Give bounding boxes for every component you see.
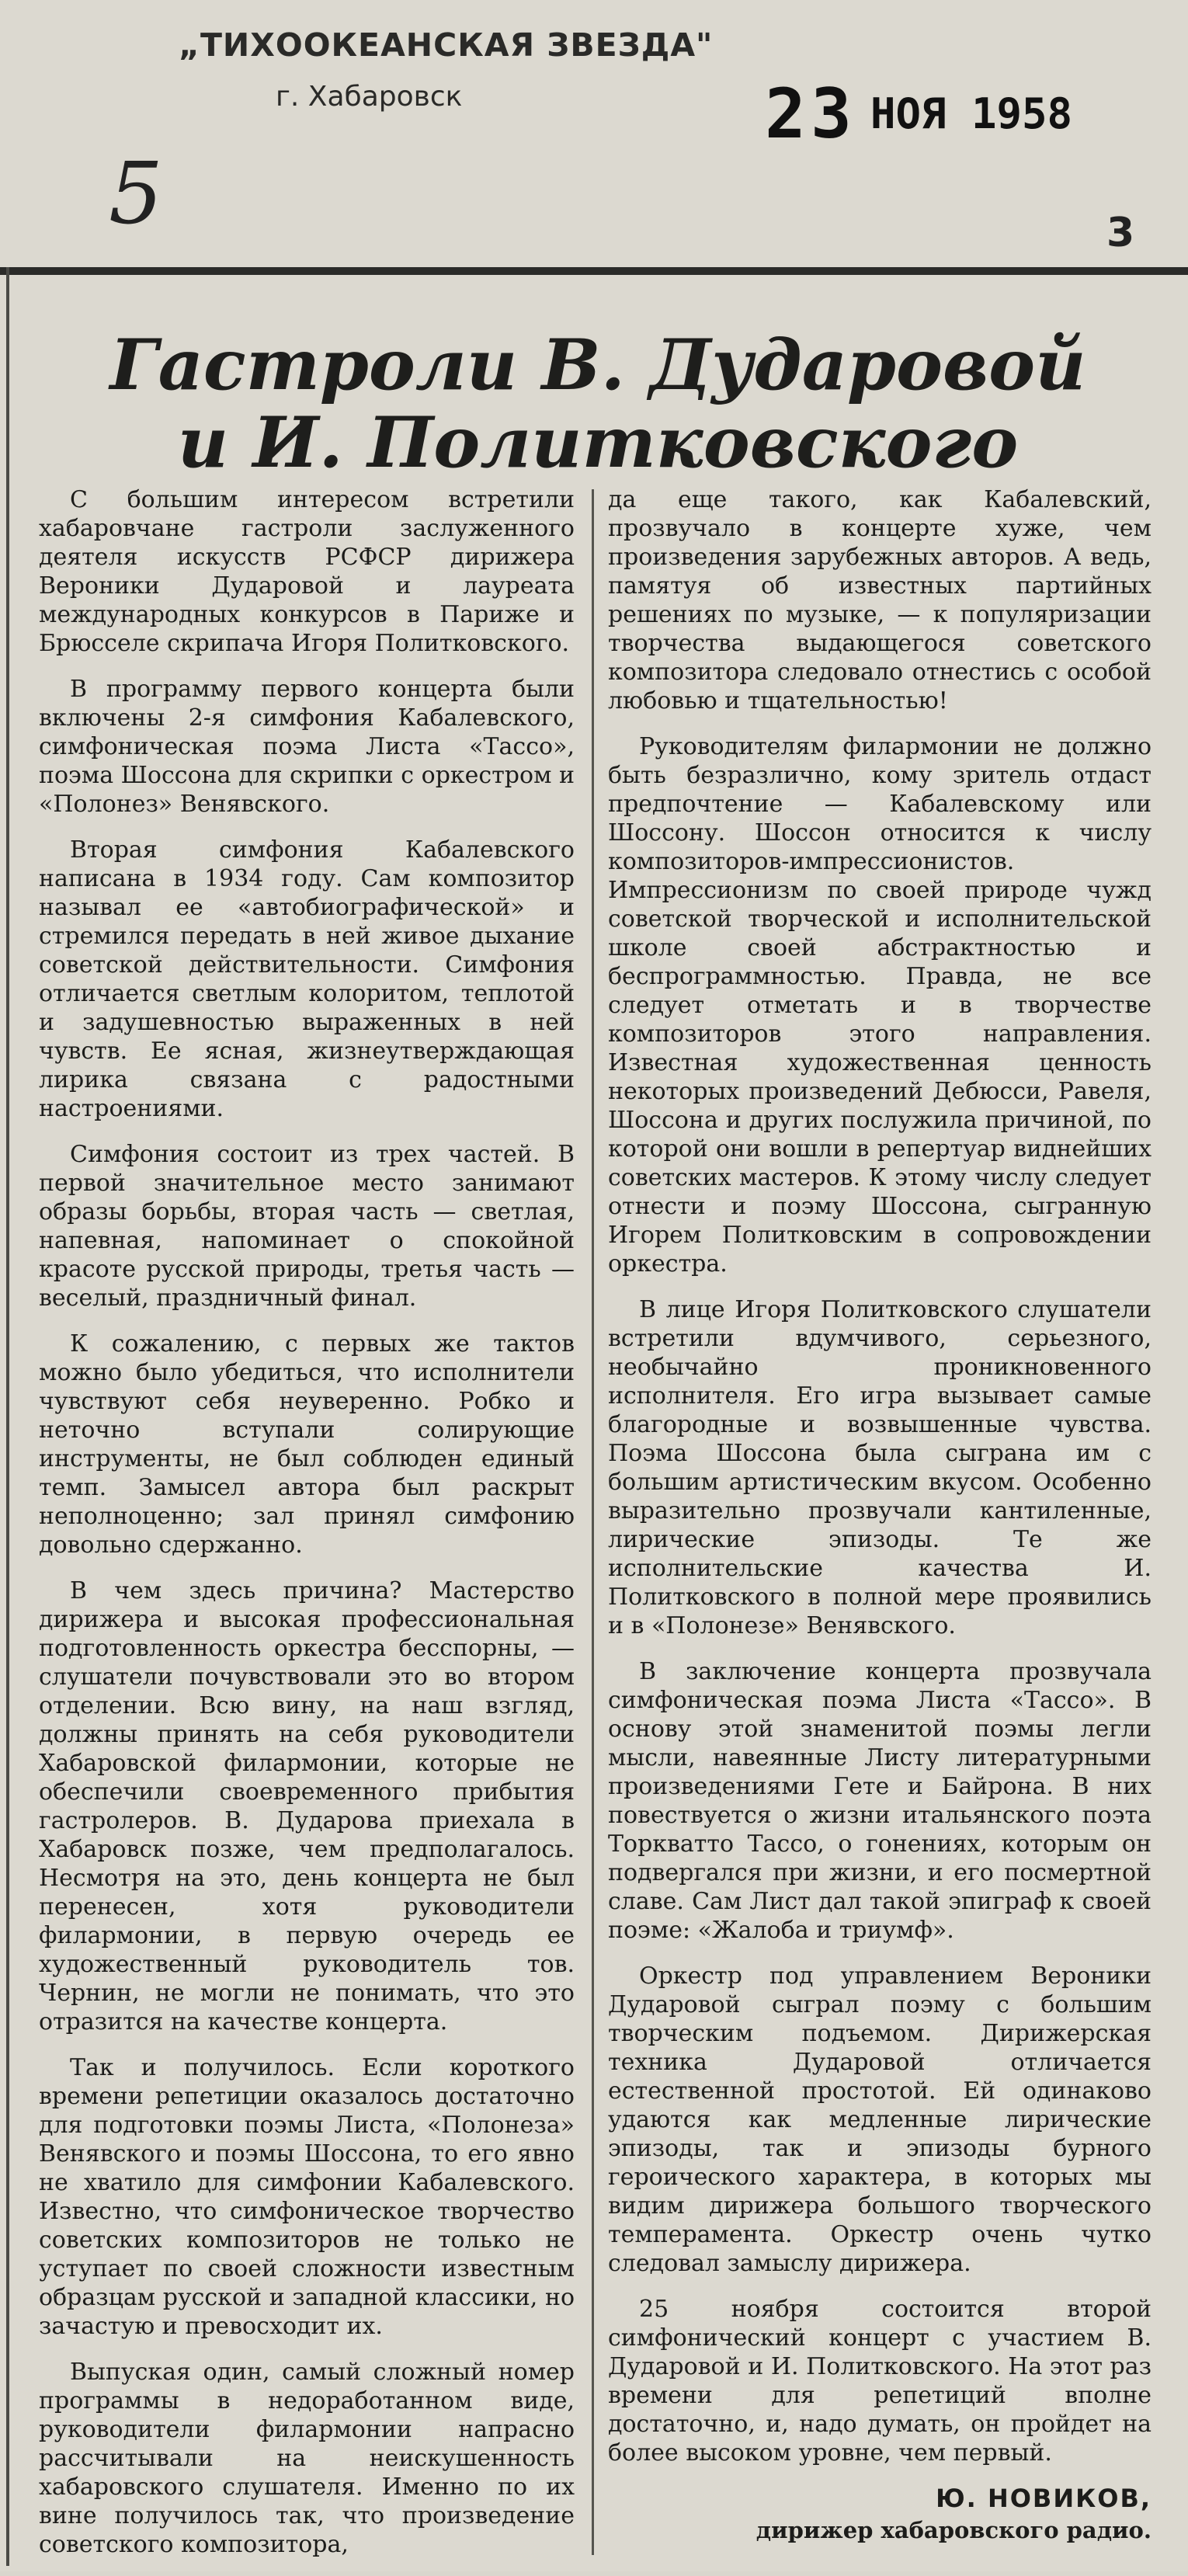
paragraph: В лице Игоря Политковского слушатели встретили вдумчивого, серьезного, необычайно проникновенного исполнителя. Его игра вызывает самые благородные и возвышенные чувства. Поэма Шоссона была сыграна им с большим артистическим вкусом. Особенно выразительно прозвучали кантиленные, лирические эпизоды. Те же исполнительские качества И. Политковского в полной мере проявились и в «Полонезе» Венявского. — [608, 1296, 1152, 1639]
column-divider — [592, 489, 594, 2555]
handwritten-mark: 5 — [109, 144, 163, 243]
article-title-line-2: и И. Политковского — [177, 402, 1019, 484]
paragraph: С большим интересом встретили хабаровчане гастроли заслуженного деятеля искусств РСФСР дирижера Вероники Дударовой и лауреата международных конкурсов в Париже и Брюсселе скрипача Игоря Политковского. — [39, 486, 575, 657]
author-position: дирижер хабаровского радио. — [756, 2517, 1152, 2543]
top-rule — [0, 267, 1188, 275]
date-stamp-month-year: НОЯ 1958 — [870, 89, 1073, 138]
paragraph: 25 ноября состоится второй симфонический концерт с участием В. Дударовой и И. Политковского. На этот раз времени для репетиций вполне достаточно, и, надо думать, он пройдет на более высоком уровне, чем первый. — [608, 2296, 1152, 2466]
city-name: г. Хабаровск — [276, 81, 463, 113]
paragraph: В заключение концерта прозвучала симфоническая поэма Листа «Тассо». В основу этой знаменитой поэмы легли мысли, навеянные Листу литературными произведениями Гете и Байрона. В них повествуется о жизни итальянского поэта Торкватто Тассо, о гонениях, которым он подвергался при жизни, и его посмертной славе. Сам Лист дал такой эпиграф к своей поэме: «Жалоба и триумф». — [608, 1658, 1152, 1944]
left-column — [39, 485, 575, 2576]
paragraph: Оркестр под управлением Вероники Дударовой сыграл поэму с большим творческим подъемом. Дирижерская техника Дударовой отличается естественной простотой. Ей одинаково удаются как медленные лирические эпизоды, так и эпизоды бурного героического характера, в которых мы видим дирижера большого творческого темперамента. Оркестр очень чутко следовал замыслу дирижера. — [608, 1962, 1152, 2277]
article-title-line-1: Гастроли В. Дударовой — [109, 324, 1086, 406]
paragraph: да еще такого, как Кабалевский, прозвучало в концерте хуже, чем произведения зарубежных авторов. А ведь, памятуя об известных партийных решениях по музыке, — к популяризации творчества выдающегося советского композитора следовало отнестись с особой любовью и тщательностью! — [608, 486, 1152, 714]
date-stamp-day: 23 — [765, 74, 856, 154]
right-column — [608, 485, 1152, 2545]
paragraph: Симфония состоит из трех частей. В первой значительное место занимают образы борьбы, вторая часть — светлая, напевная, напоминает о спокойной красоте русской природы, третья часть — веселый, праздничный финал. — [39, 1141, 575, 1312]
paragraph: Так и получилось. Если короткого времени репетиции оказалось достаточно для подготовки поэмы Листа, «Полонеза» Венявского и поэмы Шоссона, то его явно не хватило для симфонии Кабалевского. Известно, что симфоническое творчество советских композиторов не только не уступает по своей сложности известным образцам русской и западной классики, но зачастую и превосходит их. — [39, 2054, 575, 2340]
newspaper-masthead: „ТИХООКЕАНСКАЯ ЗВЕЗДА" — [179, 26, 714, 64]
paragraph: В программу первого концерта были включены 2-я симфония Кабалевского, симфоническая поэма Листа «Тассо», поэма Шоссона для скрипки с оркестром и «Полонез» Венявского. — [39, 676, 575, 818]
paragraph: В чем здесь причина? Мастерство дирижера и высокая профессиональная подготовленность оркестра бесспорны, — слушатели почувствовали это во втором отделении. Всю вину, на наш взгляд, должны принять на себя руководители Хабаровской филармонии, которые не обеспечили своевременного прибытия гастролеров. В. Дударова приехала в Хабаровск позже, чем предполагалось. Несмотря на это, день концерта не был перенесен, хотя руководители филармонии, в первую очередь ее художественный руководитель тов. Чернин, не могли не понимать, что это отразится на качестве концерта. — [39, 1577, 575, 2035]
paragraph: Вторая симфония Кабалевского написана в 1934 году. Сам композитор называл ее «автобиографической» и стремился передать в ней живое дыхание советской действительности. Симфония отличается светлым колоритом, теплотой и задушевностью выраженных в ней чувств. Ее ясная, жизнеутверждающая лирика связана с радостными настроениями. — [39, 836, 575, 1122]
paragraph: Руководителям филармонии не должно быть безразлично, кому зритель отдаст предпочтение — Кабалевскому или Шоссону. Шоссон относится к числу композиторов-импрессионистов. Импрессионизм по своей природе чужд советской творческой и исполнительской школе своей абстрактностью и беспрограммностью. Правда, не все следует отметать и в творчестве композиторов этого направления. Известная художественная ценность некоторых произведений Дебюсси, Равеля, Шоссона и других послужила причиной, по которой они вошли в репертуар виднейших советских мастеров. К этому числу следует отнести и поэму Шоссона, сыгранную Игорем Политковским в сопровождении оркестра. — [608, 733, 1152, 1278]
author-name: Ю. НОВИКОВ, — [936, 2484, 1152, 2513]
date-stamp — [765, 74, 1072, 154]
paragraph: Выпуская один, самый сложный номер программы в недоработанном виде, руководители филармонии напрасно рассчитывали на неискушенность хабаровского слушателя. Именно по их вине получилось так, что произведение советского композитора, — [39, 2359, 575, 2558]
page-number: 3 — [1106, 210, 1135, 256]
paragraph: К сожалению, с первых же тактов можно было убедиться, что исполнители чувствуют себя неуверенно. Робко и неточно вступали солирующие инструменты, не был соблюден единый темп. Замысел автора был раскрыт неполноценно; зал принял симфонию довольно сдержанно. — [39, 1330, 575, 1559]
article-title — [47, 324, 1149, 484]
left-rule — [6, 267, 9, 2566]
